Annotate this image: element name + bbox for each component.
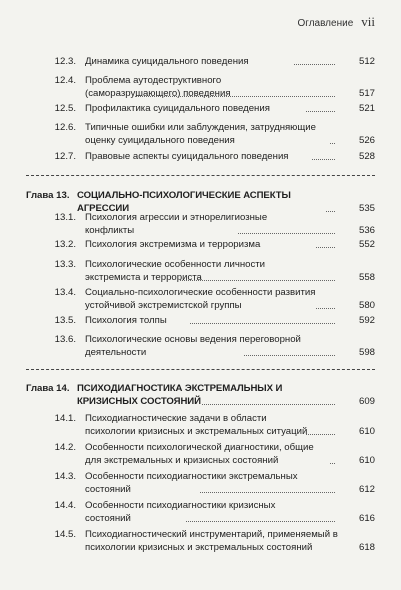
toc-entry-14-1[interactable] <box>54 412 375 438</box>
entry-number: 12.5. <box>54 103 76 114</box>
toc-entry-12-4[interactable] <box>54 74 375 100</box>
entry-title: Психология агрессии и этнорелигиозные конфликты <box>85 212 268 236</box>
entry-title: Психологические основы ведения переговорной деятельности <box>85 334 301 358</box>
toc-entry-12-6[interactable] <box>54 121 375 147</box>
entry-page: 616 <box>358 513 375 524</box>
toc-entry-14-2[interactable] <box>54 441 375 467</box>
entry-number: 13.2. <box>54 239 76 250</box>
section-title: Оглавление <box>297 18 354 29</box>
toc-entry-14-4[interactable] <box>54 499 375 525</box>
entry-number: 14.1. <box>54 413 76 424</box>
entry-title: Социально-психологические особенности развития устойчивой экстремистской группы <box>85 287 316 311</box>
entry-page: 552 <box>358 239 375 250</box>
dot-leader <box>244 355 335 356</box>
entry-number: 12.4. <box>54 75 76 86</box>
chapter-label: Глава 14. <box>26 383 70 394</box>
entry-number: 13.3. <box>54 259 76 270</box>
entry-title: Типичные ошибки или заблуждения, затрудняющие оценку суицидального поведения <box>85 122 316 146</box>
entry-page: 536 <box>358 225 375 236</box>
section-divider <box>26 175 375 176</box>
dot-leader <box>316 308 335 309</box>
dot-leader <box>186 521 335 522</box>
entry-title: Профилактика суицидального поведения <box>85 103 270 114</box>
toc-entry-12-5[interactable] <box>54 102 375 115</box>
dot-leader <box>238 233 335 234</box>
dot-leader <box>190 323 335 324</box>
entry-title: Динамика суицидального поведения <box>85 56 249 67</box>
chapter-page: 535 <box>358 203 375 214</box>
entry-page: 592 <box>358 315 375 326</box>
chapter-page: 609 <box>358 396 375 407</box>
entry-page: 526 <box>358 135 375 146</box>
entry-page: 512 <box>358 56 375 67</box>
toc-entry-13-3[interactable] <box>54 258 375 284</box>
entry-number: 12.3. <box>54 56 76 67</box>
entry-page: 618 <box>358 542 375 553</box>
toc-entry-12-7[interactable] <box>54 150 375 163</box>
chapter-label: Глава 13. <box>26 190 70 201</box>
chapter-title: ПСИХОДИАГНОСТИКА ЭКСТРЕМАЛЬНЫХ И КРИЗИСНЫХ СОСТОЯНИЙ <box>77 383 283 407</box>
dot-leader <box>306 434 335 435</box>
dot-leader <box>316 247 335 248</box>
toc-entry-13-4[interactable] <box>54 286 375 312</box>
entry-page: 610 <box>358 426 375 437</box>
toc-entry-14-3[interactable] <box>54 470 375 496</box>
entry-number: 13.4. <box>54 287 76 298</box>
entry-title: Особенности психологической диагностики, общие для экстремальных и кризисных состояний <box>85 442 314 466</box>
entry-title: Психодиагностический инструментарий, применяемый в психологии кризисных и экстремальных состояний <box>85 529 338 553</box>
toc-entry-13-6[interactable] <box>54 333 375 359</box>
entry-number: 13.1. <box>54 212 76 223</box>
dot-leader <box>180 280 335 281</box>
entry-title: Правовые аспекты суицидального поведения <box>85 151 289 162</box>
chapter-title: СОЦИАЛЬНО-ПСИХОЛОГИЧЕСКИЕ АСПЕКТЫ АГРЕССИИ <box>77 190 291 214</box>
toc-entry-12-3[interactable] <box>54 55 375 68</box>
toc-entry-14-5[interactable] <box>54 528 375 554</box>
entry-number: 12.7. <box>54 151 76 162</box>
entry-page: 598 <box>358 347 375 358</box>
entry-page: 528 <box>358 151 375 162</box>
entry-page: 612 <box>358 484 375 495</box>
entry-page: 558 <box>358 272 375 283</box>
entry-number: 13.5. <box>54 315 76 326</box>
entry-title: Психология экстремизма и терроризма <box>85 239 261 250</box>
entry-page: 517 <box>358 88 375 99</box>
entry-number: 14.3. <box>54 471 76 482</box>
toc-entry-13-2[interactable] <box>54 238 375 251</box>
dot-leader <box>294 64 335 65</box>
dot-leader <box>330 463 335 464</box>
entry-title: Проблема аутодеструктивного (саморазрушающего) поведения <box>85 75 231 99</box>
entry-title: Психодиагностические задачи в области психологии кризисных и экстремальных ситуаций <box>85 413 308 437</box>
entry-number: 13.6. <box>54 334 76 345</box>
entry-page: 521 <box>358 103 375 114</box>
entry-number: 12.6. <box>54 122 76 133</box>
page-number: vii <box>361 14 375 29</box>
entry-number: 14.4. <box>54 500 76 511</box>
toc-entry-13-5[interactable] <box>54 314 375 327</box>
dot-leader <box>330 143 335 144</box>
section-divider <box>26 369 375 370</box>
running-header <box>298 14 376 30</box>
entry-title: Психология толпы <box>85 315 167 326</box>
dot-leader <box>135 96 335 97</box>
dot-leader <box>200 492 335 493</box>
dot-leader <box>202 404 335 405</box>
dot-leader <box>306 111 335 112</box>
toc-entry-13-1[interactable] <box>54 211 375 237</box>
dot-leader <box>312 159 335 160</box>
entry-number: 14.2. <box>54 442 76 453</box>
entry-title: Особенности психодиагностики кризисных состояний <box>85 500 276 524</box>
entry-title: Психологические особенности личности экстремиста и террориста <box>85 259 266 283</box>
entry-page: 580 <box>358 300 375 311</box>
entry-page: 610 <box>358 455 375 466</box>
toc-chapter-14[interactable] <box>26 382 375 408</box>
entry-title: Особенности психодиагностики экстремальных состояний <box>85 471 298 495</box>
entry-number: 14.5. <box>54 529 76 540</box>
